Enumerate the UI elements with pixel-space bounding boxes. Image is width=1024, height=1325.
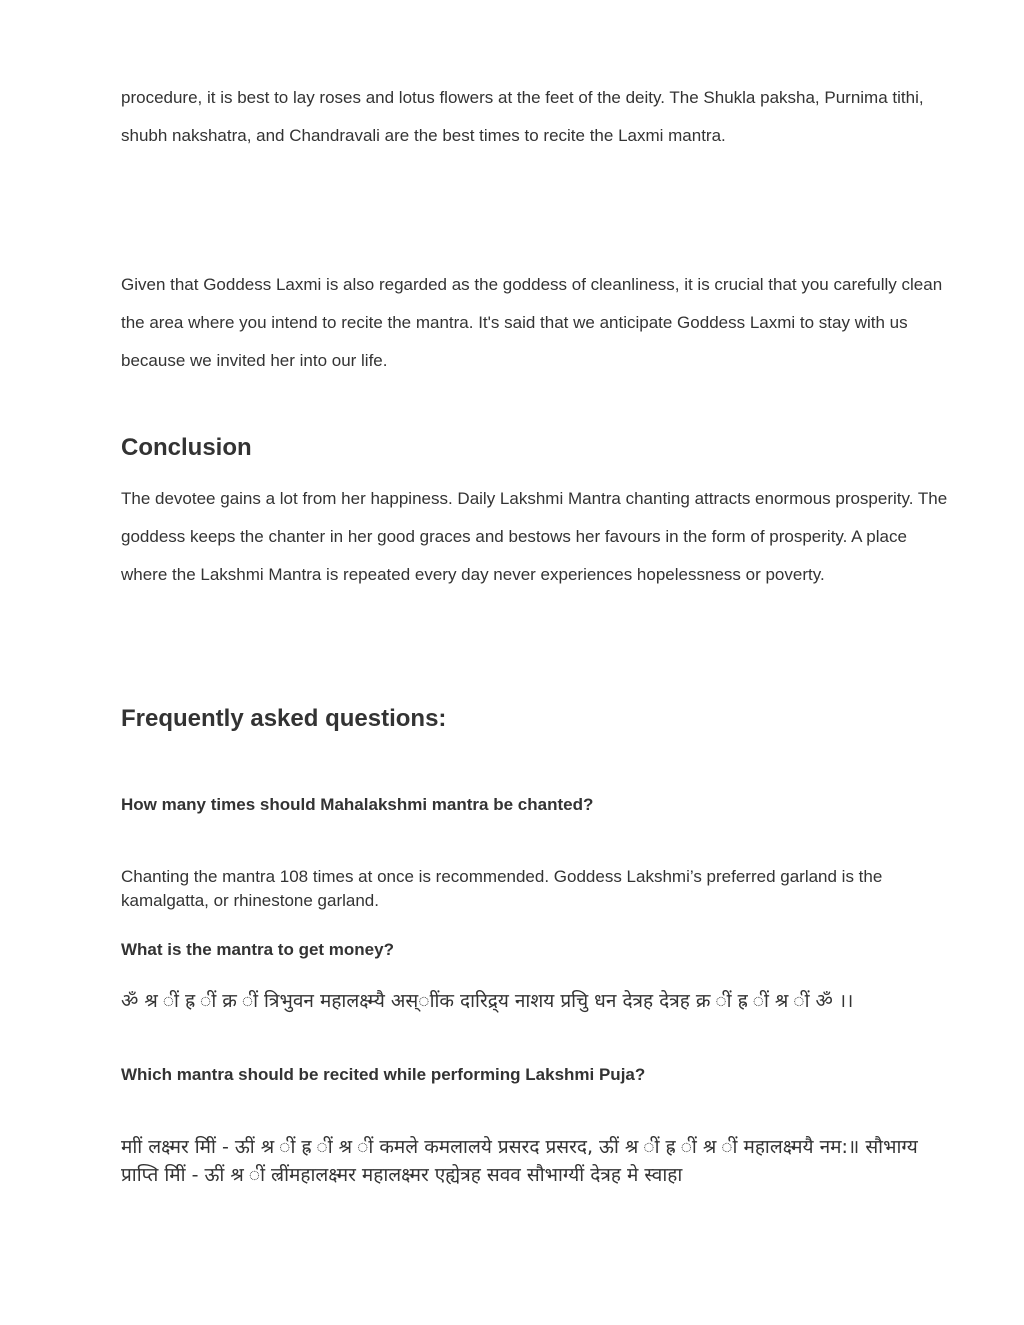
- conclusion-heading: Conclusion: [121, 434, 252, 461]
- paragraph-cleanliness: Given that Goddess Laxmi is also regarded as the goddess of cleanliness, it is crucial that you carefully clean the area where you intend to recite the mantra. It's said that we anticipate Goddess Laxmi to stay with us because we invited her into our life.: [121, 275, 943, 370]
- faq-question-money-mantra: What is the mantra to get money?: [121, 940, 394, 959]
- faq-answer-money-mantra: ॐ श्र ीं ह्र ीं क्र ीं त्रिभुवन महालक्ष्म्यै अस्ाींक दारिद्र्य नाशय प्रचुि धन देत्रह देत्रह क्र ीं ह्र ीं श्र ीं ॐ ।।: [121, 990, 854, 1012]
- faq-question-chant-count: How many times should Mahalakshmi mantra be chanted?: [121, 795, 594, 814]
- faq-answer-puja-mantra: माीं लक्ष्मर मिीं - ऊीं श्र ीं ह्र ीं श्र ीं कमले कमलालये प्रसरद प्रसरद, ऊीं श्र ीं ह्र ीं श्र ीं महालक्ष्मयै नम:॥ सौभाग्य प्राप्ति मिीं - ऊीं श्र ीं ल्रींमहालक्ष्मर महालक्ष्मर एह्येत्रह सवव सौभाग्यीं देत्रह मे स्वाहा: [121, 1136, 918, 1186]
- faq-answer-chant-count: Chanting the mantra 108 times at once is recommended. Goddess Lakshmi’s preferred garland is the kamalgatta, or rhinestone garland.: [121, 867, 883, 910]
- paragraph-laxmi-timing: procedure, it is best to lay roses and lotus flowers at the feet of the deity. The Shukla paksha, Purnima tithi, shubh nakshatra, and Chandravali are the best times to recite the Laxmi mantra.: [121, 88, 924, 145]
- faq-heading: Frequently asked questions:: [121, 705, 447, 732]
- conclusion-body: The devotee gains a lot from her happiness. Daily Lakshmi Mantra chanting attracts enormous prosperity. The goddess keeps the chanter in her good graces and bestows her favours in the form of prosperity. A place where the Lakshmi Mantra is repeated every day never experiences hopelessness or poverty.: [121, 489, 948, 584]
- faq-question-puja-mantra: Which mantra should be recited while performing Lakshmi Puja?: [121, 1065, 646, 1084]
